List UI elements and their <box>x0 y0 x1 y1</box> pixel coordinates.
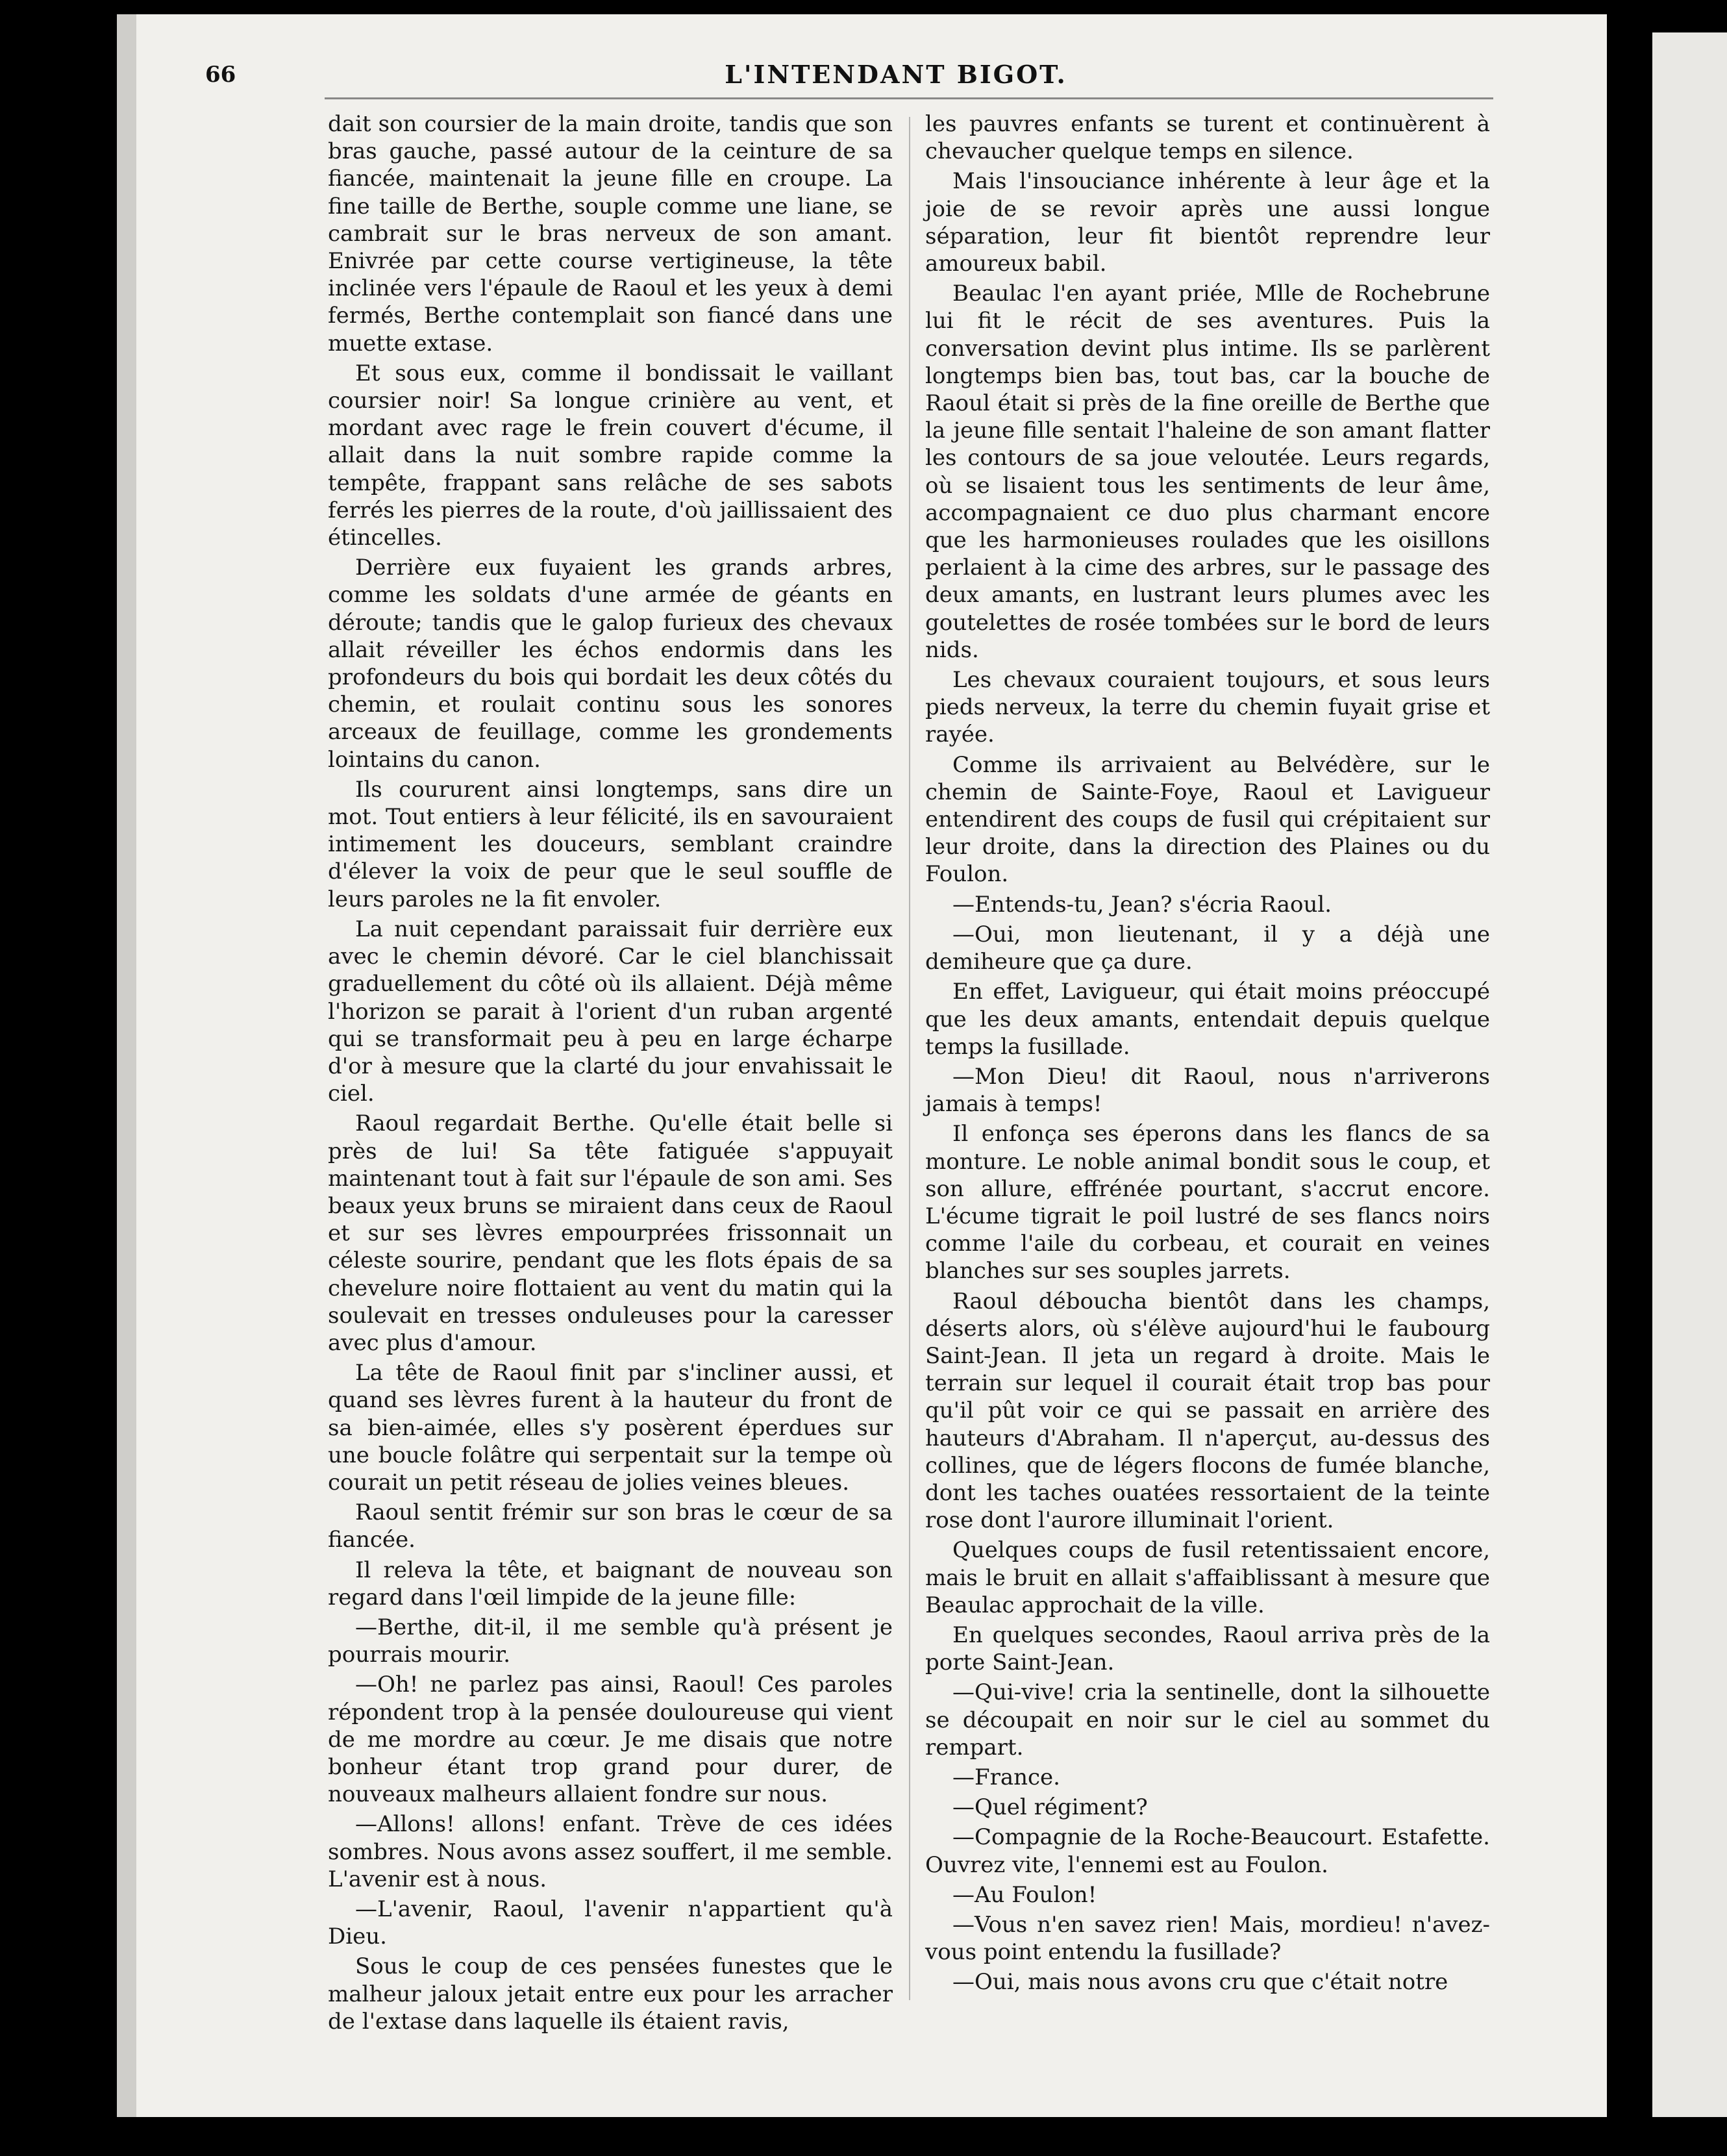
next-page-edge <box>1652 32 1727 2117</box>
paragraph: —Compagnie de la Roche-Beaucourt. Estafette. Ouvrez vite, l'ennemi est au Foulon. <box>925 1824 1490 1878</box>
left-column <box>328 110 893 2038</box>
paragraph: Raoul sentit frémir sur son bras le cœur de sa fiancée. <box>328 1499 893 1553</box>
paragraph: —Vous n'en savez rien! Mais, mordieu! n'avez-vous point entendu la fusillade? <box>925 1912 1490 1966</box>
page-number: 66 <box>205 62 236 88</box>
paragraph: En effet, Lavigueur, qui était moins préoccupé que les deux amants, entendait depuis quelque temps la fusillade. <box>925 979 1490 1060</box>
paragraph: Quelques coups de fusil retentissaient encore, mais le bruit en allait s'affaiblissant à mesure que Beaulac approchait de la ville. <box>925 1537 1490 1618</box>
column-divider <box>909 117 910 2000</box>
paragraph: —Oui, mais nous avons cru que c'était notre <box>952 1969 1448 1996</box>
paragraph: —Au Foulon! <box>952 1881 1097 1908</box>
paragraph: Sous le coup de ces pensées funestes que le malheur jaloux jetait entre eux pour les arracher de l'extase dans laquelle ils étaient ravis, <box>328 1953 893 2035</box>
paragraph: Ils coururent ainsi longtemps, sans dire un mot. Tout entiers à leur félicité, ils en savouraient intimement les douceurs, semblant craindre d'élever la voix de peur que le seul souffle de leurs paroles ne la fit envoler. <box>328 776 893 912</box>
paragraph: les pauvres enfants se turent et continuèrent à chevaucher quelque temps en silence. <box>925 111 1490 165</box>
paragraph: —Mon Dieu! dit Raoul, nous n'arriverons jamais à temps! <box>925 1063 1490 1118</box>
paragraph: La nuit cependant paraissait fuir derrière eux avec le chemin dévoré. Car le ciel blanchissait graduellement du côté où ils allaient. Déjà même l'horizon se parait à l'orient d'un ruban argenté qui se transformait peu à peu en large écharpe d'or à mesure que la clarté du jour envahissait le ciel. <box>328 916 893 1107</box>
paragraph: La tête de Raoul finit par s'incliner aussi, et quand ses lèvres furent à la hauteur du front de sa bien-aimée, elles s'y posèrent éperdues sur une boucle folâtre qui serpentait sur la tempe où courait un petit réseau de jolies veines bleues. <box>328 1360 893 1496</box>
paragraph: —Entends-tu, Jean? s'écria Raoul. <box>952 891 1332 918</box>
paragraph: —Berthe, dit-il, il me semble qu'à présent je pourrais mourir. <box>328 1614 893 1668</box>
paragraph: Et sous eux, comme il bondissait le vaillant coursier noir! Sa longue crinière au vent, et mordant avec rage le frein couvert d'écume, il allait dans la nuit sombre rapide comme la tempête, frappant sans relâche de ses sabots ferrés les pierres de la route, d'où jaillissaient des étincelles. <box>328 360 893 551</box>
paragraph: Raoul regardait Berthe. Qu'elle était belle si près de lui! Sa tête fatiguée s'appuyait maintenant tout à fait sur l'épaule de son ami. Ses beaux yeux bruns se miraient dans ceux de Raoul et sur ses lèvres empourprées frissonnait un céleste sourire, pendant que les flots épais de sa chevelure noire flottaient au vent du matin qui la soulevait en tresses onduleuses pour la caresser avec plus d'amour. <box>328 1110 893 1356</box>
paragraph: Comme ils arrivaient au Belvédère, sur le chemin de Sainte-Foye, Raoul et Lavigueur entendirent des coups de fusil qui crépitaient sur leur droite, dans la direction des Plaines ou du Foulon. <box>925 751 1490 888</box>
paragraph: Les chevaux couraient toujours, et sous leurs pieds nerveux, la terre du chemin fuyait grise et rayée. <box>925 667 1490 748</box>
paragraph: —Quel régiment? <box>952 1794 1148 1821</box>
header-rule <box>325 97 1493 99</box>
paragraph: Il releva la tête, et baignant de nouveau son regard dans l'œil limpide de la jeune fille: <box>328 1557 893 1611</box>
paragraph: —France. <box>952 1764 1060 1790</box>
paragraph: —Qui-vive! cria la sentinelle, dont la silhouette se découpait en noir sur le ciel au sommet du rempart. <box>925 1679 1490 1761</box>
paragraph: —L'avenir, Raoul, l'avenir n'appartient qu'à Dieu. <box>328 1896 893 1950</box>
paragraph: En quelques secondes, Raoul arriva près de la porte Saint-Jean. <box>925 1622 1490 1676</box>
paragraph: Beaulac l'en ayant priée, Mlle de Rochebrune lui fit le récit de ses aventures. Puis la conversation devint plus intime. Ils se parlèrent longtemps bien bas, tout bas, car la bouche de Raoul était si près de la fine oreille de Berthe que la jeune fille sentait l'haleine de son amant flatter les contours de sa joue veloutée. Leurs regards, où se lisaient tous les sentiments de leur âme, accompagnaient ce duo plus charmant encore que les harmonieuses roulades que les oisillons perlaient à la cime des arbres, sur le passage des deux amants, en lustrant leurs plumes avec les goutelettes de rosée tombées sur le bord de leurs nids. <box>925 281 1490 663</box>
paragraph: —Oui, mon lieutenant, il y a déjà une demiheure que ça dure. <box>925 921 1490 975</box>
paragraph: Raoul déboucha bientôt dans les champs, déserts alors, où s'élève aujourd'hui le faubourg Saint-Jean. Il jeta un regard à droite. Mais le terrain sur lequel il courait était trop bas pour qu'il pût voir ce qui se passait en arrière des hauteurs d'Abraham. Il n'aperçut, au-dessus des collines, que de légers flocons de fumée blanche, dont les taches ouatées ressortaient de la teinte rose dont l'aurore illuminait l'orient. <box>925 1288 1490 1534</box>
paragraph: Il enfonça ses éperons dans les flancs de sa monture. Le noble animal bondit sous le coup, et son allure, effrénée pourtant, s'accrut encore. L'écume tigrait le poil lustré de ses flancs noirs comme l'aile du corbeau, et courait en veines blanches sur ses souples jarrets. <box>925 1121 1490 1285</box>
running-title: L'INTENDANT BIGOT. <box>725 60 1067 89</box>
paragraph: —Allons! allons! enfant. Trève de ces idées sombres. Nous avons assez souffert, il me semble. L'avenir est à nous. <box>328 1811 893 1892</box>
paragraph: —Oh! ne parlez pas ainsi, Raoul! Ces paroles répondent trop à la pensée douloureuse qui vient de me mordre au cœur. Je me disais que notre bonheur étant trop grand pour durer, de nouveaux malheurs allaient fondre sur nous. <box>328 1672 893 1808</box>
paragraph: Derrière eux fuyaient les grands arbres, comme les soldats d'une armée de géants en déroute; tandis que le galop furieux des chevaux allait réveiller les échos endormis dans les profondeurs du bois qui bordait les deux côtés du chemin, et roulait continu sous les sonores arceaux de feuillage, comme les grondements lointains du canon. <box>328 555 893 773</box>
paragraph: dait son coursier de la main droite, tandis que son bras gauche, passé autour de la ceinture de sa fiancée, maintenait la jeune fille en croupe. La fine taille de Berthe, souple comme une liane, se cambrait sur le bras nerveux de son amant. Enivrée par cette course vertigineuse, la tête inclinée vers l'épaule de Raoul et les yeux à demi fermés, Berthe contemplait son fiancé dans une muette extase. <box>328 111 893 357</box>
page-gutter-shadow <box>117 14 136 2117</box>
right-column <box>925 110 1490 1999</box>
paragraph: Mais l'insouciance inhérente à leur âge et la joie de se revoir après une aussi longue séparation, leur fit bientôt reprendre leur amoureux babil. <box>925 168 1490 277</box>
